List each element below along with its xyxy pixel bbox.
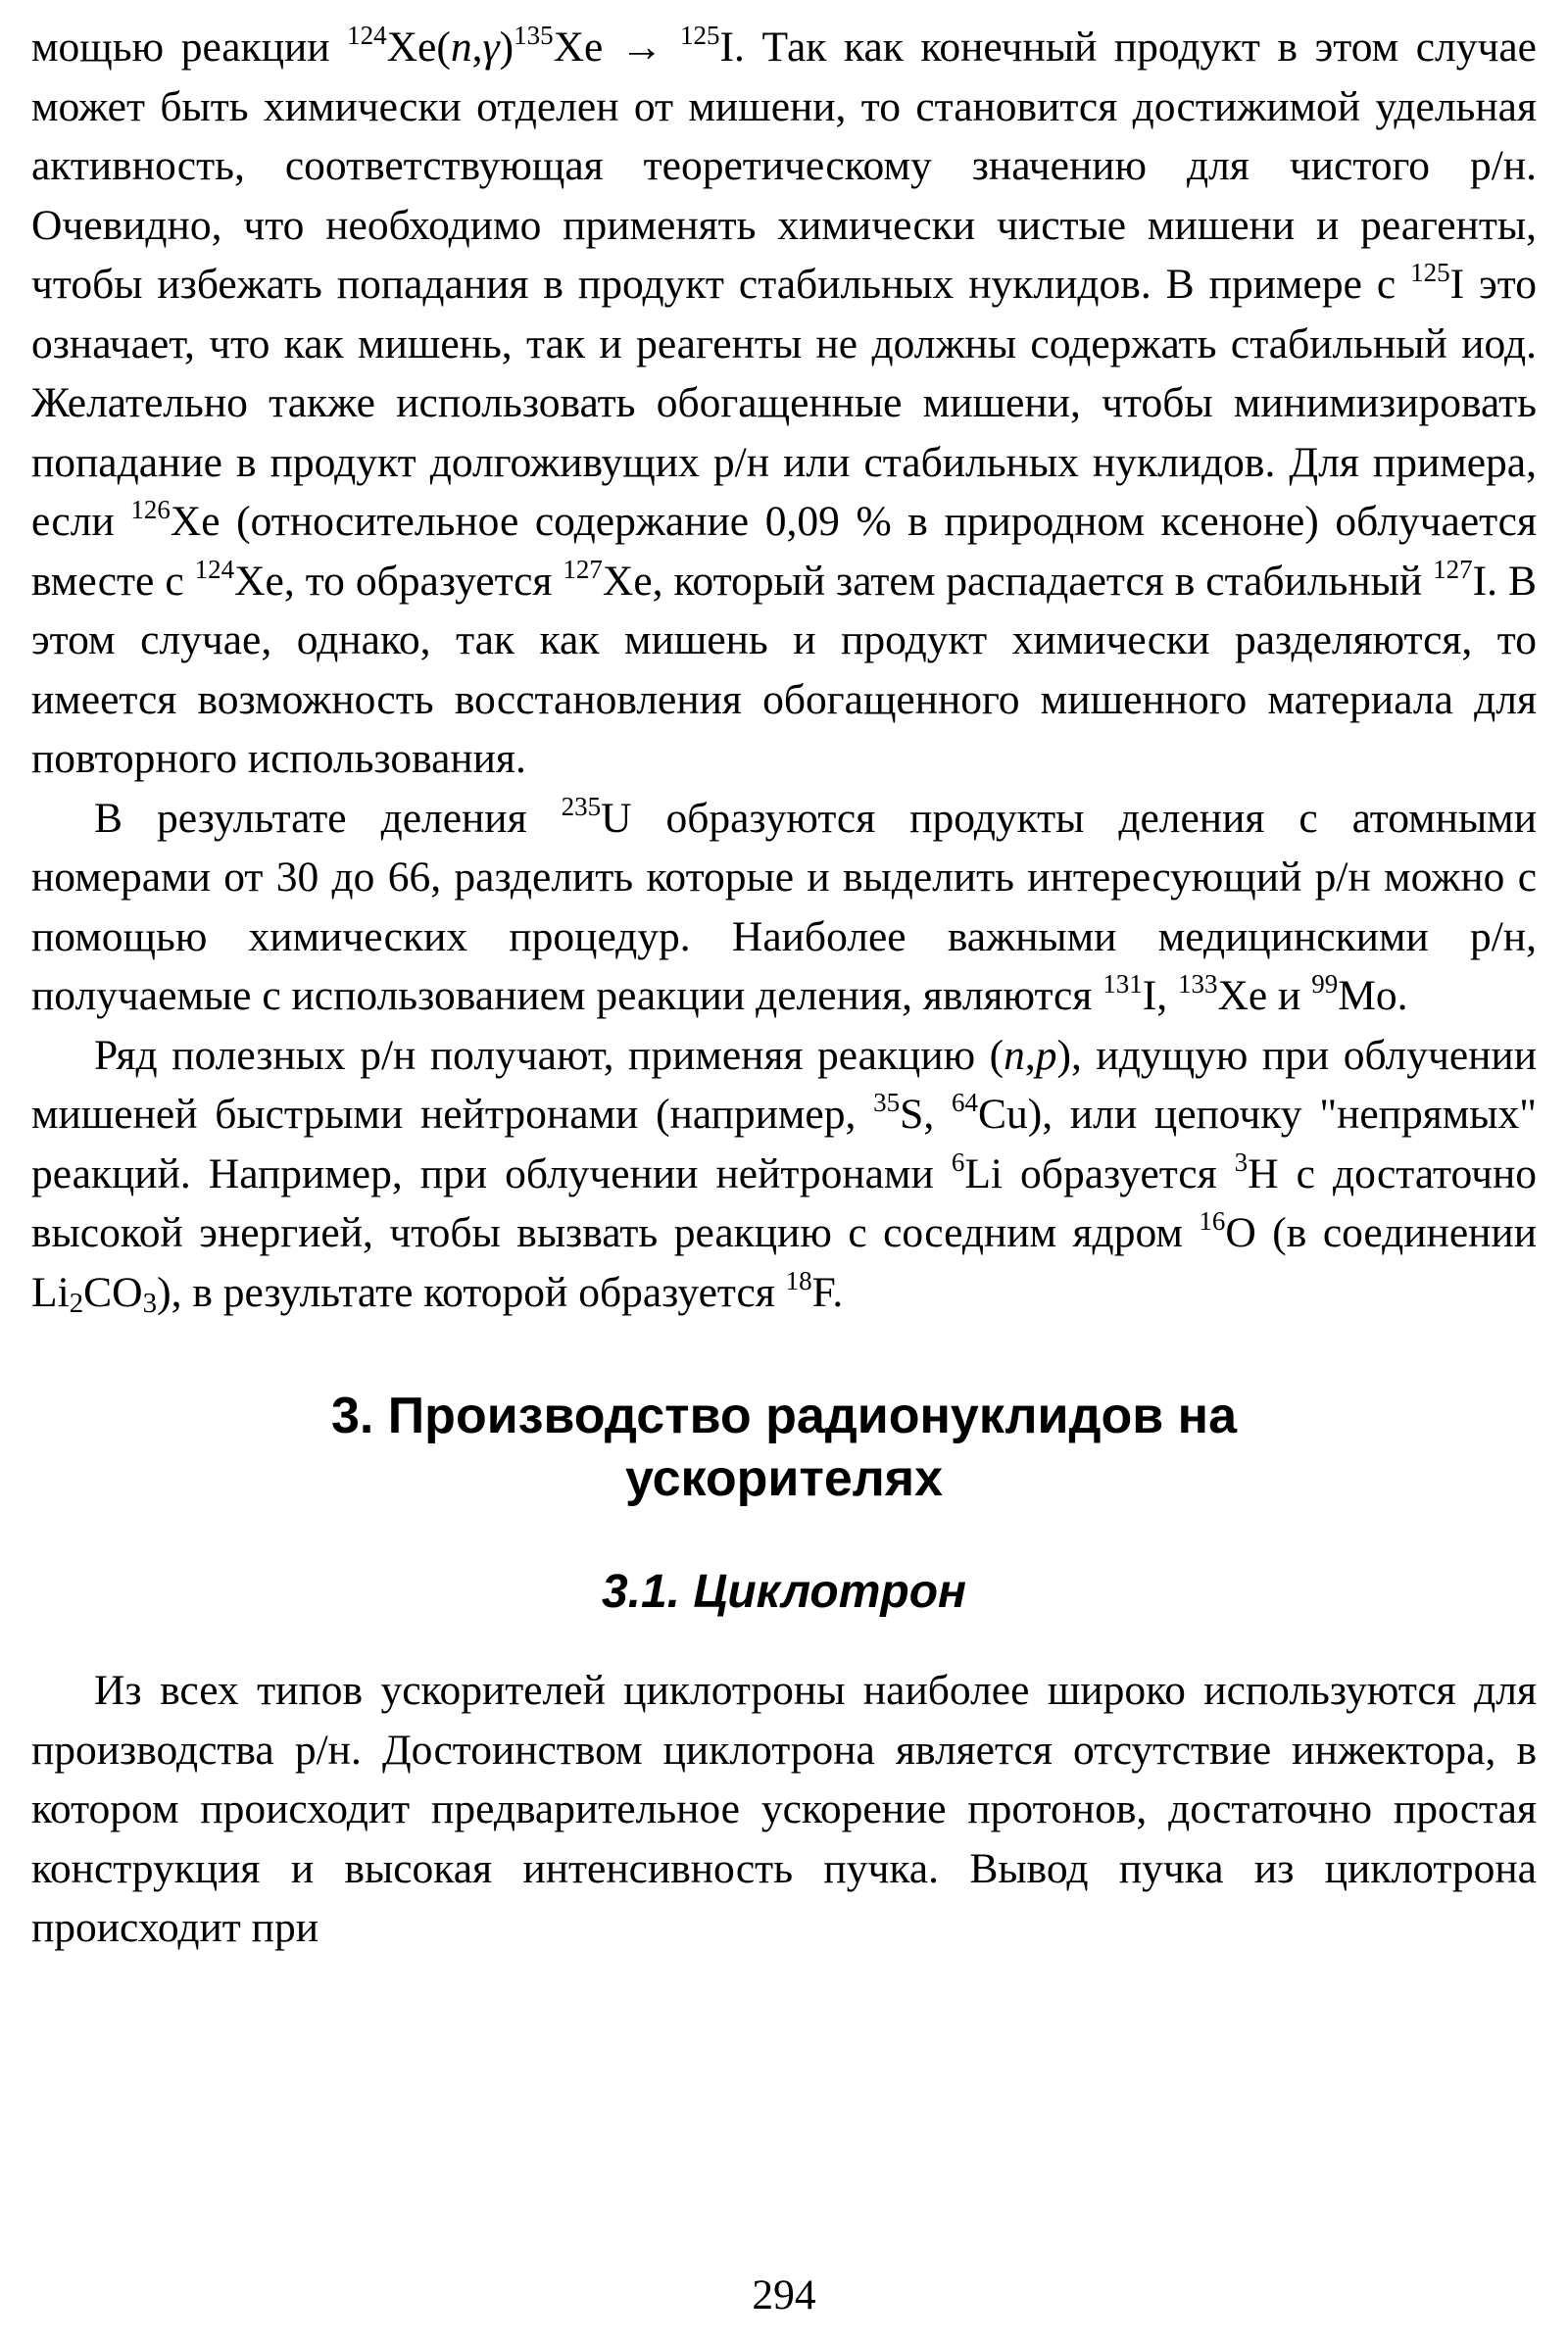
text-run: ,	[471, 24, 483, 71]
italic-symbol: n	[1004, 1031, 1025, 1079]
paragraph-fission-products	[31, 789, 1537, 1026]
text-run: Xe и	[1217, 972, 1312, 1019]
text-run: Xe, то образуется	[234, 557, 564, 605]
text-run: U образуются продукты деления с атомными номерами от 30 до 66, разделить которые и выделить интересующий р/н можно с помощью химических процедур. Наиболее важными медицинскими р/н, получаемые с использованием реакции деления, являются	[31, 794, 1537, 1019]
text-run: CO	[83, 1268, 143, 1316]
mass-number: 125	[1410, 258, 1450, 287]
text-run: Li образуется	[964, 1149, 1235, 1197]
text-run: Mo.	[1338, 972, 1408, 1019]
text-run: O (в соединении Li	[31, 1209, 1537, 1316]
text-run: ), идущую при облучении мишеней быстрыми нейтронами (например,	[31, 1031, 1537, 1138]
text-run: I,	[1142, 972, 1178, 1019]
text-run: I. В этом случае, однако, так как мишень и продукт химически разделяются, то имеется возможность восстановления обогащенного мишенного материала для повторного использования.	[31, 557, 1537, 782]
paragraph-np-reactions	[31, 1026, 1537, 1323]
paragraph-cyclotron: Из всех типов ускорителей циклотроны наиболее широко используются для производства р/н. Достоинством циклотрона является отсутствие инжектора, в котором происходит предварительное ускорение протонов, достаточно простая конструкция и высокая интенсивность пучка. Вывод пучка из циклотрона происходит при	[31, 1667, 1537, 1951]
subsection-heading: 3.1. Циклотрон	[601, 1566, 967, 1618]
italic-symbol: p	[1035, 1031, 1057, 1079]
mass-number: 131	[1102, 969, 1143, 999]
section-heading-line: 3. Производство радионуклидов на	[330, 1388, 1237, 1444]
mass-number: 35	[873, 1088, 901, 1117]
subscript-index: 2	[69, 1287, 84, 1319]
italic-symbol: γ	[482, 24, 500, 71]
text-run: Ряд полезных р/н получают, применяя реакцию (	[94, 1031, 1004, 1079]
section-heading	[31, 1385, 1537, 1510]
mass-number: 127	[563, 554, 603, 584]
text-run: H с достаточно высокой энергией, чтобы вызвать реакцию с соседним ядром	[31, 1149, 1537, 1256]
italic-symbol: n	[450, 24, 472, 71]
text-run: Cu), или цепочку "непрямых" реакций. Например, при облучении нейтронами	[31, 1091, 1537, 1197]
text-run: Xe →	[553, 24, 681, 71]
mass-number: 6	[951, 1147, 965, 1177]
text-run: ), в результате которой образуется	[157, 1268, 786, 1316]
section-heading-line: ускорителях	[624, 1450, 944, 1507]
mass-number: 235	[561, 791, 602, 821]
text-run: Xe(	[386, 24, 451, 71]
text-run: I. Так как конечный продукт в этом случае может быть химически отделен от мишени, то становится достижимой удельная активность, соответствующая теоретическому значению для чистого р/н. Очевидно, что необходимо применять химически чистые мишени и реагенты, чтобы избежать попадания в продукт стабильных нуклидов. В примере с	[31, 24, 1537, 308]
subscript-index: 3	[142, 1287, 158, 1319]
text-run: Xe (относительное содержание 0,09 % в природном ксеноне) облучается вместе с	[31, 498, 1537, 605]
paragraph-target-enrichment	[31, 18, 1537, 789]
mass-number: 16	[1199, 1206, 1226, 1236]
text-run: мощью реакции	[31, 24, 348, 71]
text-run: I это означает, что как мишень, так и реагенты не должны содержать стабильный иод. Желательно также использовать обогащенные мишени, чтобы минимизировать попадание в продукт долгоживущих р/н или стабильных нуклидов. Для примера, если	[31, 261, 1537, 545]
mass-number: 133	[1177, 969, 1218, 999]
mass-number: 135	[514, 21, 554, 50]
mass-number: 64	[951, 1088, 978, 1117]
text-run: В результате деления	[94, 794, 562, 842]
mass-number: 124	[347, 21, 387, 50]
mass-number: 126	[130, 495, 171, 524]
mass-number: 127	[1433, 554, 1473, 584]
text-run: )	[499, 24, 514, 71]
mass-number: 18	[785, 1265, 812, 1295]
mass-number: 3	[1234, 1147, 1249, 1177]
text-run: Xe, который затем распадается в стабильный	[602, 557, 1434, 605]
mass-number: 124	[194, 554, 235, 584]
mass-number: 99	[1311, 969, 1339, 999]
page-number: 294	[752, 2271, 816, 2318]
text-run: ,	[1024, 1031, 1036, 1079]
text-run: S,	[900, 1091, 952, 1138]
mass-number: 125	[680, 21, 720, 50]
text-run: F.	[811, 1268, 844, 1316]
